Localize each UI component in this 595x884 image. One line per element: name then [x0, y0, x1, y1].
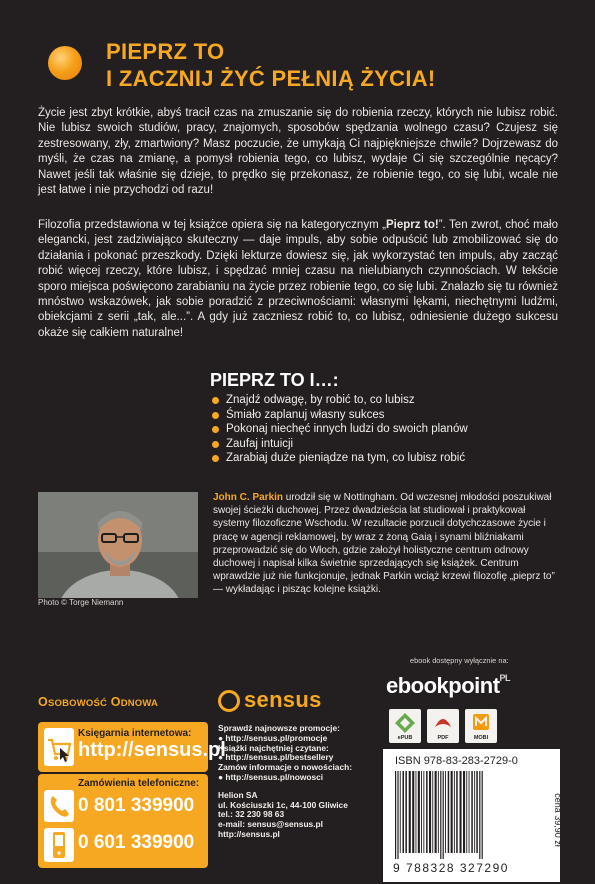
list-item [210, 437, 570, 452]
phone-orders-panel [38, 774, 208, 868]
ean-number: 9 788328 327290 [393, 861, 509, 875]
list-item-text: Pokonaj niechęć innych ludzi do swoich planów [226, 423, 468, 435]
pdf-icon [427, 709, 459, 743]
description-paragraph-1: Życie jest zbyt krótkie, abyś tracił czas na zmuszanie się do robienia rzeczy, których nie lubisz robić. Nie lubisz swoich studiów, pracy, znajomych, sposobów spędzania wolnego czasu? Czujesz się zestresowany, zły, zmartwiony? Masz poczucie, że umykają Ci najpiękniejsze chwile? Dojrzewasz do myśli, że czas na zmianę, a pomysł robienia tego, co lubisz, wydaje Ci się szczególnie nęcący? Nawet jeśli tak właśnie się dzieje, to prędko się przekonasz, że robienie tego, co się lubi, wcale nie jest łatwe i nie przychodzi od razu! [38, 107, 558, 197]
ebook-note: ebook dostępny wyłącznie na: [410, 656, 509, 665]
publisher-email[interactable]: e-mail: sensus@sensus.pl [218, 819, 323, 830]
barcode-icon [393, 771, 527, 859]
phone-number-1[interactable]: 0 801 339900 [78, 795, 195, 816]
price: cena 39,90 zł [552, 793, 563, 847]
phone-number-2[interactable]: 0 601 339900 [78, 832, 195, 853]
isbn-barcode [383, 749, 563, 882]
photo-credit: Photo © Torge Niemann [38, 598, 124, 607]
phone-orders-label: Zamówienia telefoniczne: [78, 778, 200, 789]
bestsellers-link[interactable]: ● http://sensus.pl/bestsellery [218, 752, 334, 763]
logo-word: SOBOWOŚĆ [47, 698, 108, 709]
online-store-url[interactable]: http://sensus.pl [78, 739, 226, 761]
contact-info [218, 724, 378, 840]
online-store-panel[interactable] [38, 722, 226, 772]
author-photo [38, 492, 198, 598]
list-title: PIEPRZ TO I…: [210, 370, 339, 390]
sensus-wordmark: sensus [244, 687, 322, 712]
publisher-address: ul. Kościuszki 1c, 44-100 Gliwice [218, 799, 348, 810]
orange-circle-icon [48, 46, 82, 80]
promo-link[interactable]: ● http://sensus.pl/promocje [218, 732, 328, 743]
shopping-cart-icon [44, 728, 74, 766]
news-label: Zamów informacje o nowościach: [218, 762, 353, 773]
online-store-label: Księgarnia internetowa: [78, 728, 192, 739]
author-bio-text: urodził się w Nottingham. Od wczesnej młodości poszukiwał swojej ścieżki duchowej. Przez dwadzieścia lat studiował i praktykował systemy filozoficzne Wschodu. W rezultacie porzucił dotychczasowe życie i pracę w agencji reklamowej, by wraz z żoną Gaią i synami bliźniakami przeprowadzić się do Włoch, gdzie założył holistyczne centrum odnowy duchowej i napisał kilka świetnie sprzedających się książek. Centrum wprawdzie już nie funkcjonuje, jednak Parkin wciąż krzewi filozofię „pieprz to” — wykładając i pisząc kolejne książki. [213, 492, 555, 596]
news-link[interactable]: ● http://sensus.pl/nowosci [218, 771, 324, 782]
benefits-list [210, 393, 570, 466]
para2-text-a: Filozofia przedstawiona w tej książce opiera się na kategorycznym „ [38, 219, 386, 231]
author-portrait-icon [38, 492, 198, 598]
mobi-label: MOBI [473, 735, 489, 741]
para2-text-b: ”. Ten zwrot, choć mało elegancki, jest zadziwiająco skuteczny — daje impuls, aby sobie odpuścić lub zmobilizować się do działania i pokonać przeszkody. Dzięki lekturze dowiesz się, jak wykorzystać ten impuls, aby zacząć robić więcej rzeczy, które lubisz, i spędzać mniej czasu na nielubianych czynnościach. W tekście sporo miejsca poświęcono zarabianiu na życie przez robienie tego, co się lubi. Znalazło się tu również mnóstwo wskazówek, jak sobie poradzić z przeciwnościami: własnymi lękami, niechętnymi ludźmi, obiekcjami z serii „tak, ale...”. A gdy już zaczniesz robić to, co lubisz, odniesienie dużego sukcesu okaże się całkiem naturalne! [38, 219, 559, 339]
isbn-text: ISBN 978-83-283-2729-0 [395, 755, 518, 767]
para2-emphasis: Pieprz to! [386, 219, 439, 231]
bullet-icon [212, 412, 219, 419]
logo-word: DNOWA [120, 698, 159, 709]
description-paragraph-2 [38, 218, 558, 341]
ebookpoint-suffix: PL [499, 673, 511, 683]
publisher-phone: tel.: 32 230 98 63 [218, 809, 285, 820]
list-item [210, 393, 570, 408]
list-item [210, 451, 570, 466]
mobi-icon [465, 709, 497, 743]
ebookpoint-wordmark: ebookpoint [386, 673, 500, 698]
list-item [210, 422, 570, 437]
logo-letter: O [107, 695, 121, 709]
list-item-text: Śmiało zaplanuj własny sukces [226, 408, 385, 421]
bestsellers-label: Książki najchętniej czytane: [218, 742, 329, 753]
author-bio [213, 491, 558, 597]
title-line-2: I ZACZNIJ ŻYĆ PEŁNIĄ ŻYCIA! [106, 66, 436, 91]
book-title [106, 38, 436, 92]
osobowosc-odnowa-logo [38, 695, 158, 709]
bullet-icon [212, 441, 219, 448]
list-item-text: Znajdź odwagę, by robić to, co lubisz [226, 394, 415, 406]
epub-icon [389, 709, 421, 743]
mobile-phone-icon [44, 828, 74, 862]
publisher-name: Helion SA [218, 789, 258, 800]
list-item-text: Zaufaj intuicji [226, 437, 294, 450]
list-item-text: Zarabiaj duże pieniądze na tym, co lubisz robić [226, 452, 466, 464]
publisher-website[interactable]: http://sensus.pl [218, 828, 280, 839]
benefits-list-block [210, 370, 570, 466]
bullet-icon [212, 455, 219, 462]
list-item [210, 408, 570, 423]
bullet-icon [212, 397, 219, 404]
ebook-formats [389, 709, 549, 745]
cursor-icon [60, 748, 69, 762]
epub-label: ePUB [397, 735, 413, 741]
title-line-1: PIEPRZ TO [106, 39, 225, 64]
ebookpoint-logo [386, 673, 510, 699]
sensus-circle-icon [218, 690, 240, 712]
phone-icon [44, 790, 74, 822]
logo-letter: O [38, 695, 48, 709]
author-name: John C. Parkin [213, 492, 284, 503]
promo-label: Sprawdź najnowsze promocje: [218, 723, 340, 733]
header [48, 38, 568, 108]
bullet-icon [212, 426, 219, 433]
pdf-label: PDF [437, 735, 449, 741]
footer-area [0, 650, 595, 884]
